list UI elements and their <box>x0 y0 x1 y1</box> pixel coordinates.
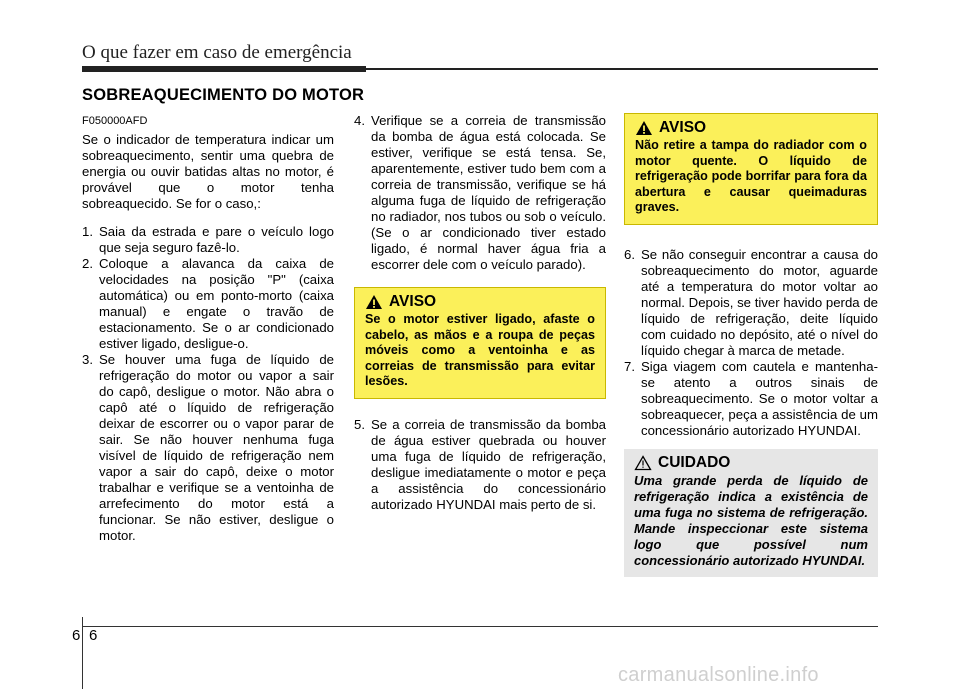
list-item <box>82 224 334 256</box>
section-code: F050000AFD <box>82 115 148 127</box>
warning-header <box>635 120 867 136</box>
list-item <box>82 352 334 544</box>
list-item <box>624 247 878 359</box>
step-text: Se houver uma fuga de líquido de refrigeração do motor ou vapor a sair do capô, desligue o motor. Não abra o capô até o líquido de refrigeração deixar de escorrer ou o vapor parar de sair. Se não houver nenhuma fuga visível de líquido de refrigeração nem vapor a sair do capô, deixe o motor trabalhar e verifique se a ventoinha de arrefecimento do motor está a funcionar. Se não estiver, desligue o motor. <box>99 352 334 543</box>
footer-divider <box>82 617 83 689</box>
section-title: SOBREAQUECIMENTO DO MOTOR <box>82 86 365 104</box>
page-number: 6 <box>89 627 98 644</box>
step-number: 4. <box>354 113 365 128</box>
caution-text: Uma grande perda de líquido de refrigeração indica a existência de uma fuga no sistema de refrigeração. Mande inspeccionar este sistema logo que possível num concessionário autorizado HYUNDAI. <box>634 472 868 568</box>
list-item <box>82 256 334 352</box>
header-rule <box>82 68 878 70</box>
warning-box-radiator <box>624 113 878 225</box>
column-3 <box>624 113 878 577</box>
steps-list-2 <box>354 113 606 273</box>
steps-list-3 <box>354 417 606 513</box>
watermark: carmanualsonline.info <box>618 664 819 686</box>
list-item <box>624 359 878 439</box>
caution-box <box>624 449 878 577</box>
footer-rule <box>82 626 878 627</box>
caution-title: CUIDADO <box>658 453 731 471</box>
warning-title: AVISO <box>659 119 707 136</box>
step-text: Verifique se a correia de transmissão da bomba de água está colocada. Se estiver, verifique se está tensa. Se, aparentemente, estiver tudo bem com a correia de transmissão, verifique se há alguma fuga de líquido de refrigeração no radiador, nos tubos ou sob o veículo. (Se o ar condicionado tiver estado ligado, é normal haver água fria a escorrer dele com o veículo parado). <box>371 113 606 272</box>
warning-text: Não retire a tampa do radiador com o motor quente. O líquido de refrigeração pode borrifar para fora da abertura e causar queimaduras graves. <box>635 138 867 214</box>
step-number: 5. <box>354 416 365 432</box>
warning-text: Se o motor estiver ligado, afaste o cabelo, as mãos e a roupa de peças móveis como a ventoinha e as correias de transmissão para evitar lesões. <box>365 312 595 388</box>
caution-triangle-icon <box>634 455 652 471</box>
step-number: 7. <box>624 358 635 374</box>
page-header-title: O que fazer em caso de emergência <box>82 42 352 63</box>
step-text: Siga viagem com cautela e mantenha-se atento a outros sinais de sobreaquecimento. Se o motor voltar a sobreaquecer, peça a assistência de um concessionário autorizado HYUNDAI. <box>641 358 878 438</box>
step-text: Se a correia de transmissão da bomba de água estiver quebrada ou houver uma fuga de líquido de refrigeração, desligue imediatamente o motor e peça a assistência do concessionário autorizado HYUNDAI mais perto de si. <box>371 416 606 512</box>
caution-header <box>634 455 868 471</box>
warning-title: AVISO <box>389 293 437 310</box>
chapter-number: 6 <box>72 627 81 644</box>
warning-box-fan <box>354 287 606 399</box>
step-number: 3. <box>82 352 93 367</box>
column-2 <box>354 113 606 513</box>
step-text: Se não conseguir encontrar a causa do sobreaquecimento do motor, aguarde até a temperatura do motor voltar ao normal. Depois, se tiver havido perda de líquido de refrigeração, deite líquido com cuidado no depósito, até o nível do líquido chegar à marca de metade. <box>641 246 878 358</box>
list-item <box>354 417 606 513</box>
steps-list-4 <box>624 247 878 439</box>
warning-header <box>365 294 595 310</box>
step-text: Coloque a alavanca da caixa de velocidades na posição "P" (caixa automática) ou em ponto-morto (caixa manual) e engate o travão de estacionamento. Se o ar condicionado estiver ligado, desligue-o. <box>99 256 334 351</box>
step-number: 2. <box>82 256 93 271</box>
list-item <box>354 113 606 273</box>
intro-paragraph: Se o indicador de temperatura indicar um sobreaquecimento, sentir uma quebra de energia ou ouvir batidas altas no motor, é provável que o motor tenha sobreaquecido. Se for o caso,: <box>82 132 334 211</box>
warning-triangle-icon <box>365 294 383 310</box>
step-number: 1. <box>82 224 93 239</box>
steps-list-1 <box>82 224 334 544</box>
warning-triangle-icon <box>635 120 653 136</box>
step-text: Saia da estrada e pare o veículo logo que seja seguro fazê-lo. <box>99 224 334 255</box>
step-number: 6. <box>624 246 635 262</box>
column-1 <box>82 113 334 544</box>
